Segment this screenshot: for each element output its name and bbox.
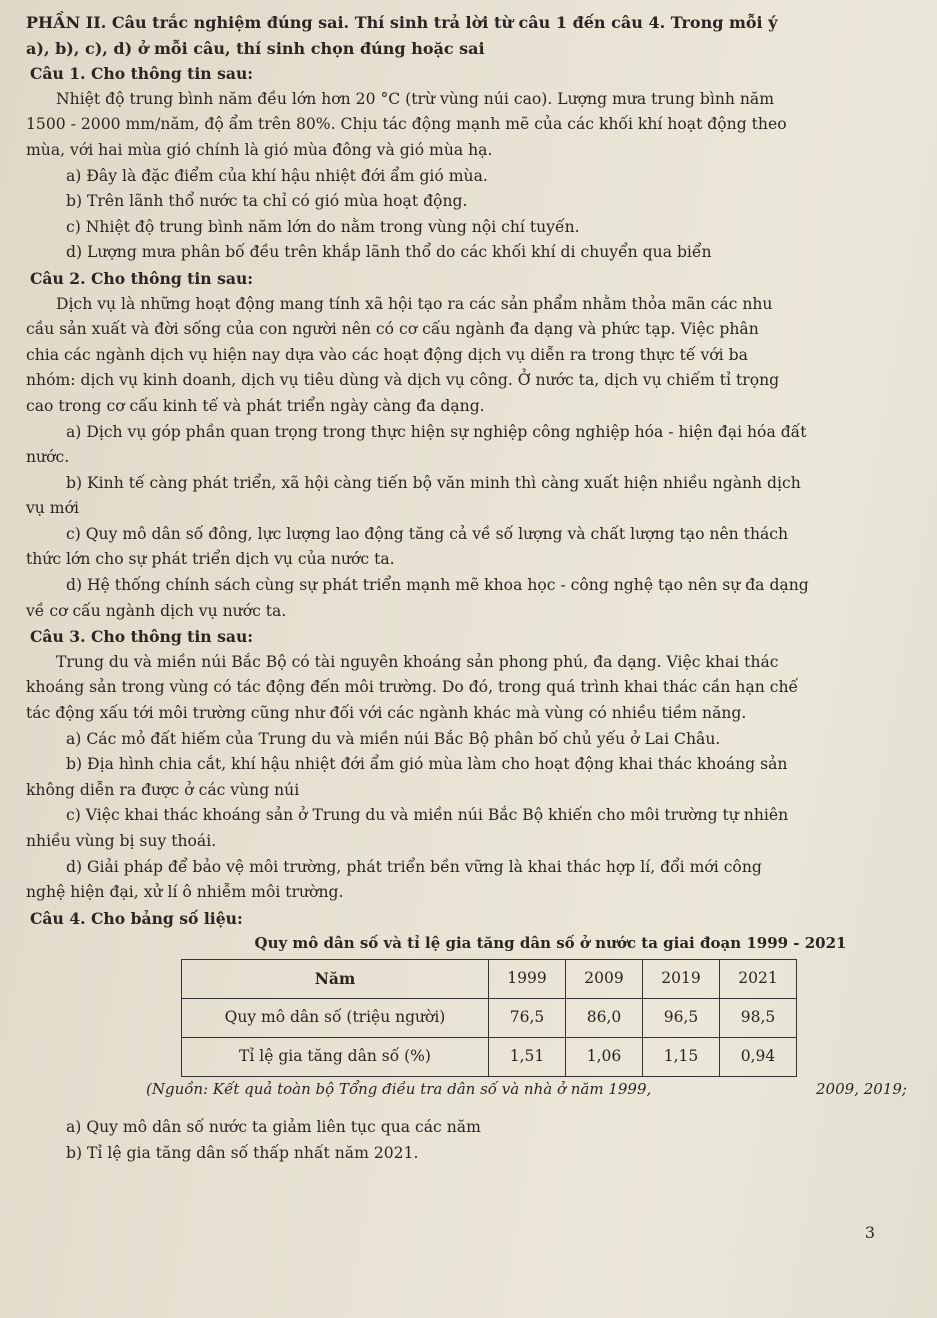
q4-option-b[interactable]: b) Tỉ lệ gia tăng dân số thấp nhất năm 2021.: [66, 1143, 419, 1162]
q1-option-c[interactable]: c) Nhiệt độ trung bình năm lớn do nằm trong vùng nội chí tuyến.: [66, 217, 580, 236]
q1-info-line: Nhiệt độ trung bình năm đều lớn hơn 20 °C (trừ vùng núi cao). Lượng mưa trung bình năm: [56, 89, 774, 108]
source-note-tail: 2009, 2019;: [816, 1079, 907, 1098]
table-year-cell: 2009: [566, 959, 643, 998]
q4-title: Câu 4. Cho bảng số liệu:: [30, 908, 243, 928]
table-cell: 98,5: [720, 998, 797, 1037]
q1-info-line: 1500 - 2000 mm/năm, độ ẩm trên 80%. Chịu tác động mạnh mẽ của các khối khí hoạt động theo: [26, 115, 787, 134]
section-header: PHẦN II. Câu trắc nghiệm đúng sai. Thí sinh trả lời từ câu 1 đến câu 4. Trong mỗi ý: [26, 13, 778, 32]
table-cell: 1,06: [566, 1037, 643, 1076]
q2-info-line: cao trong cơ cấu kinh tế và phát triển ngày càng đa dạng.: [26, 396, 485, 415]
q3-option-b-cont[interactable]: không diễn ra được ở các vùng núi: [26, 780, 300, 799]
q1-option-d[interactable]: d) Lượng mưa phân bố đều trên khắp lãnh thổ do các khối khí di chuyển qua biển: [66, 243, 712, 262]
table-row: [182, 998, 797, 1037]
q3-title: Câu 3. Cho thông tin sau:: [30, 627, 254, 647]
q3-info-line: khoáng sản trong vùng có tác động đến môi trường. Do đó, trong quá trình khai thác cần hạn chế: [26, 678, 799, 697]
q3-option-d[interactable]: d) Giải pháp để bảo vệ môi trường, phát triển bền vững là khai thác hợp lí, đổi mới công: [66, 857, 762, 876]
q2-option-b-cont[interactable]: vụ mới: [26, 499, 79, 518]
table-cell: 0,94: [720, 1037, 797, 1076]
q2-info-line: chia các ngành dịch vụ hiện nay dựa vào các hoạt động dịch vụ diễn ra trong thực tế với ba: [26, 345, 748, 364]
q3-option-a[interactable]: a) Các mỏ đất hiếm của Trung du và miền núi Bắc Bộ phân bố chủ yếu ở Lai Châu.: [66, 729, 721, 748]
q3-option-c-cont[interactable]: nhiều vùng bị suy thoái.: [26, 832, 217, 850]
table-cell: 76,5: [489, 998, 566, 1037]
table-year-cell: 2019: [643, 959, 720, 998]
q3-option-c[interactable]: c) Việc khai thác khoáng sản ở Trung du và miền núi Bắc Bộ khiến cho môi trường tự nhiên: [66, 806, 789, 825]
q4-option-a[interactable]: a) Quy mô dân số nước ta giảm liên tục qua các năm: [66, 1117, 481, 1136]
table-row: [182, 1037, 797, 1076]
q1-option-b[interactable]: b) Trên lãnh thổ nước ta chỉ có gió mùa hoạt động.: [66, 192, 468, 211]
q2-info-line: Dịch vụ là những hoạt động mang tính xã hội tạo ra các sản phẩm nhằm thỏa mãn các nhu: [56, 294, 773, 313]
q2-option-b[interactable]: b) Kinh tế càng phát triển, xã hội càng tiến bộ văn minh thì càng xuất hiện nhiều ngành dịch: [66, 473, 801, 492]
table-row-label: Tỉ lệ gia tăng dân số (%): [182, 1037, 489, 1076]
table-header-row: [182, 959, 797, 998]
table-header-year: Năm: [182, 959, 489, 998]
q2-info-line: nhóm: dịch vụ kinh doanh, dịch vụ tiêu dùng và dịch vụ công. Ở nước ta, dịch vụ chiếm tỉ trọng: [26, 371, 780, 390]
table-cell: 86,0: [566, 998, 643, 1037]
page-number: 3: [864, 1223, 875, 1243]
table-row-label: Quy mô dân số (triệu người): [182, 998, 489, 1037]
q3-option-b[interactable]: b) Địa hình chia cắt, khí hậu nhiệt đới ẩm gió mùa làm cho hoạt động khai thác khoáng sản: [66, 755, 788, 774]
q3-option-d-cont[interactable]: nghệ hiện đại, xử lí ô nhiễm môi trường.: [26, 883, 344, 902]
section-header-cont: a), b), c), d) ở mỗi câu, thí sinh chọn đúng hoặc sai: [26, 38, 485, 58]
table-cell: 1,15: [643, 1037, 720, 1076]
q1-title: Câu 1. Cho thông tin sau:: [30, 64, 254, 84]
q1-info-line: mùa, với hai mùa gió chính là gió mùa đông và gió mùa hạ.: [26, 140, 493, 159]
table-source: [26, 1077, 915, 1105]
q2-option-c[interactable]: c) Quy mô dân số đông, lực lượng lao động tăng cả về số lượng và chất lượng tạo nên thách: [66, 524, 789, 543]
q3-info-line: Trung du và miền núi Bắc Bộ có tài nguyên khoáng sản phong phú, đa dạng. Việc khai thác: [56, 652, 779, 671]
table-cell: 1,51: [489, 1037, 566, 1076]
table-cell: 96,5: [643, 998, 720, 1037]
table-year-cell: 2021: [720, 959, 797, 998]
q2-option-c-cont[interactable]: thức lớn cho sự phát triển dịch vụ của nước ta.: [26, 550, 395, 569]
q2-title: Câu 2. Cho thông tin sau:: [30, 268, 254, 288]
source-note: (Nguồn: Kết quả toàn bộ Tổng điều tra dân số và nhà ở năm 1999,: [146, 1079, 652, 1098]
q2-option-d[interactable]: d) Hệ thống chính sách cùng sự phát triển mạnh mẽ khoa học - công nghệ tạo nên sự đa dạng: [66, 576, 809, 595]
table-title: Quy mô dân số và tỉ lệ gia tăng dân số ở nước ta giai đoạn 1999 - 2021: [254, 934, 847, 953]
q2-option-a-cont[interactable]: nước.: [26, 448, 70, 467]
q2-option-a[interactable]: a) Dịch vụ góp phần quan trọng trong thực hiện sự nghiệp công nghiệp hóa - hiện đại hóa đất: [66, 422, 807, 441]
table-year-cell: 1999: [489, 959, 566, 998]
q2-info-line: cầu sản xuất và đời sống của con người nên có cơ cấu ngành đa dạng và phức tạp. Việc phân: [26, 320, 759, 339]
population-table: [181, 959, 797, 1077]
q1-option-a[interactable]: a) Đây là đặc điểm của khí hậu nhiệt đới ẩm gió mùa.: [66, 166, 488, 185]
q3-info-line: tác động xấu tới môi trường cũng như đối với các ngành khác mà vùng có nhiều tiềm năng.: [26, 704, 747, 723]
q2-option-d-cont[interactable]: về cơ cấu ngành dịch vụ nước ta.: [26, 601, 287, 620]
